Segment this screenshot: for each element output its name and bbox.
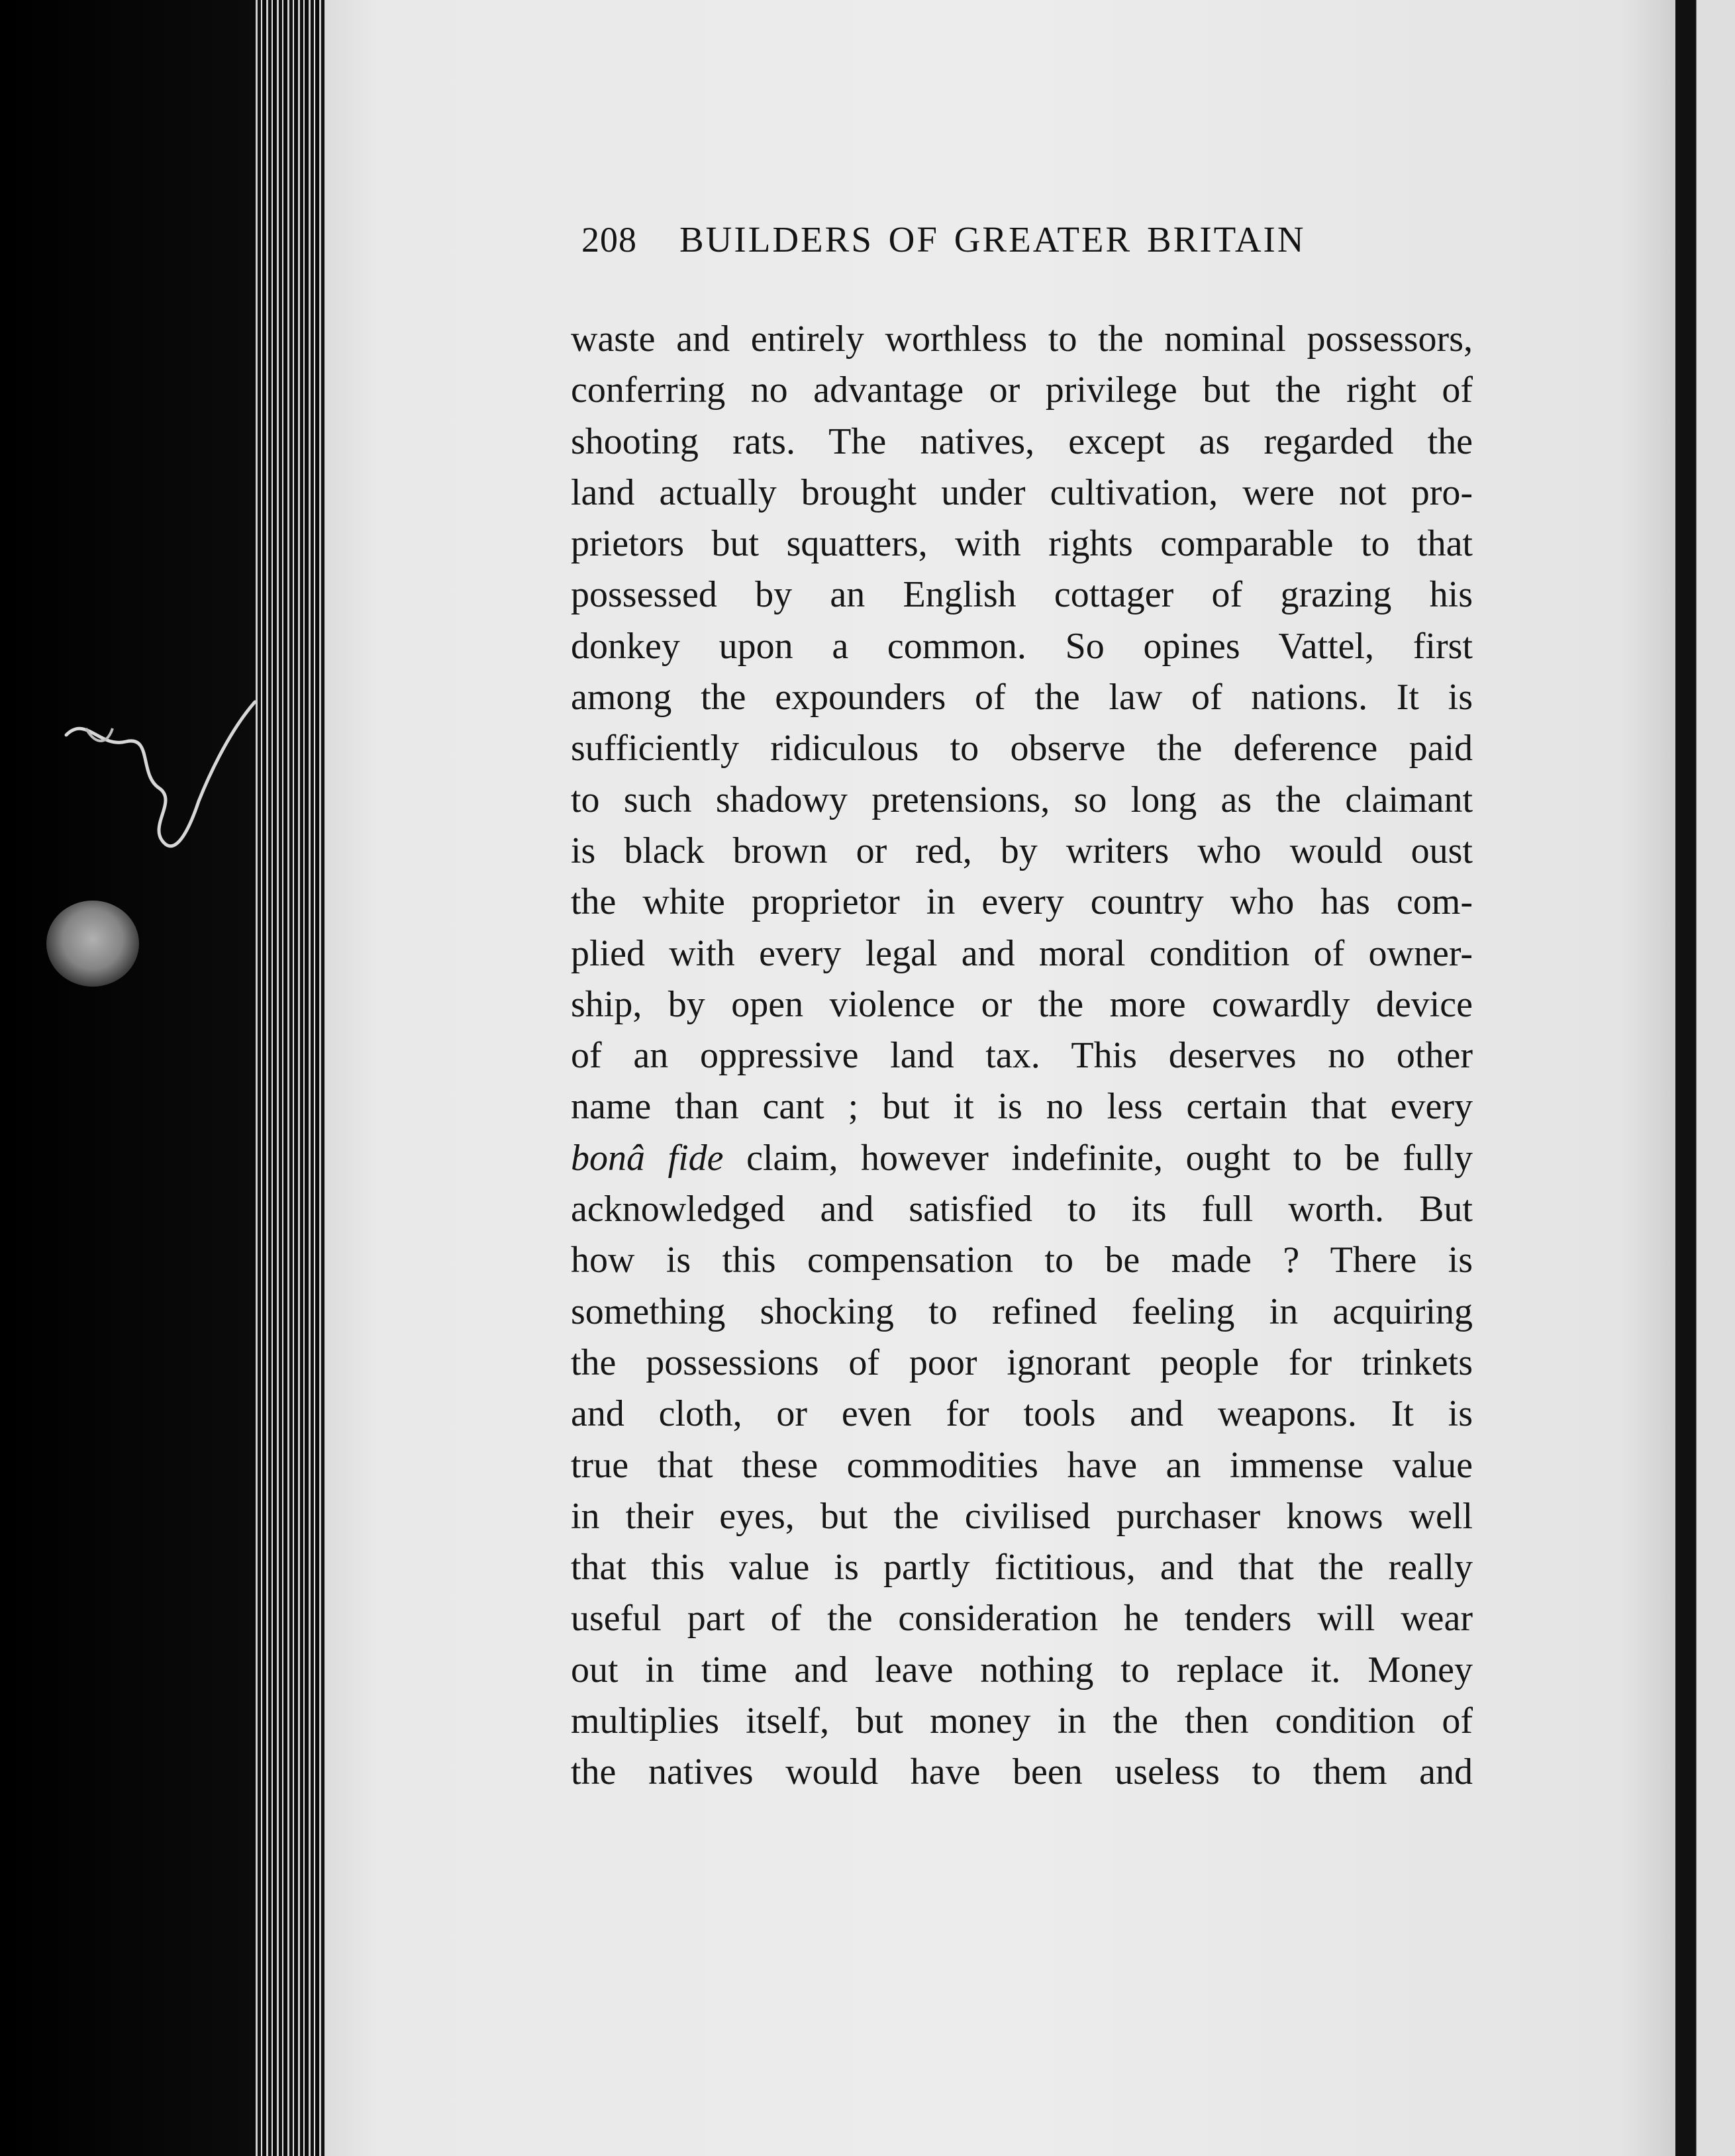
text-line: waste and entirely worthless to the nominal possessors, (571, 318, 1473, 360)
running-head (581, 219, 1376, 278)
running-title: BUILDERS OF GREATER BRITAIN (679, 219, 1306, 260)
text-line: name than cant ; but it is no less certain that every (571, 1086, 1473, 1128)
text-line: of an oppressive land tax. This deserves no other (571, 1035, 1473, 1077)
text-line: to such shadowy pretensions, so long as the claimant (571, 779, 1473, 820)
thread-decoration (60, 689, 258, 861)
body-text (571, 314, 1473, 1798)
text-line: donkey upon a common. So opines Vattel, first (571, 625, 1473, 667)
text-line: something shocking to refined feeling in acquiring (571, 1291, 1473, 1332)
text-line: out in time and leave nothing to replace it. Money (571, 1649, 1473, 1690)
text-line: ship, by open violence or the more cowardly device (571, 983, 1473, 1025)
text-line: and cloth, or even for tools and weapons. It is (571, 1393, 1473, 1435)
binding-shadow (0, 0, 252, 2156)
text-line: is black brown or red, by writers who would oust (571, 830, 1473, 871)
italic-phrase: bonâ fide (571, 1137, 724, 1179)
text-line: conferring no advantage or privilege but the right of (571, 369, 1473, 411)
text-line: useful part of the consideration he tenders will wear (571, 1598, 1473, 1640)
text-line: possessed by an English cottager of grazing his (571, 574, 1473, 616)
text-line: multiplies itself, but money in the then condition of (571, 1700, 1473, 1742)
debris-spot (46, 901, 139, 987)
text-line: land actually brought under cultivation, were not pro- (571, 471, 1473, 513)
text-line: plied with every legal and moral condition of owner- (571, 932, 1473, 974)
page-number: 208 (581, 220, 637, 260)
page-edges (252, 0, 324, 2156)
text-line: in their eyes, but the civilised purchaser knows well (571, 1495, 1473, 1537)
text-line: that this value is partly fictitious, and that the really (571, 1547, 1473, 1589)
text-line: how is this compensation to be made ? There is (571, 1240, 1473, 1281)
text-line-with-italic (571, 1133, 1473, 1184)
text-line: sufficiently ridiculous to observe the deference paid (571, 728, 1473, 769)
text-line-rest: claim, however indefinite, ought to be fully (746, 1137, 1473, 1179)
adjacent-page-edge (1675, 0, 1735, 2156)
text-line: acknowledged and satisfied to its full worth. But (571, 1189, 1473, 1230)
text-line: the natives would have been useless to them and (571, 1751, 1473, 1793)
text-line: true that these commodities have an immense value (571, 1444, 1473, 1486)
text-line: among the expounders of the law of nations. It is (571, 677, 1473, 718)
text-line: the white proprietor in every country who has com- (571, 881, 1473, 923)
text-line: prietors but squatters, with rights comparable to that (571, 523, 1473, 565)
text-line: shooting rats. The natives, except as regarded the (571, 420, 1473, 462)
text-line: the possessions of poor ignorant people for trinkets (571, 1342, 1473, 1383)
